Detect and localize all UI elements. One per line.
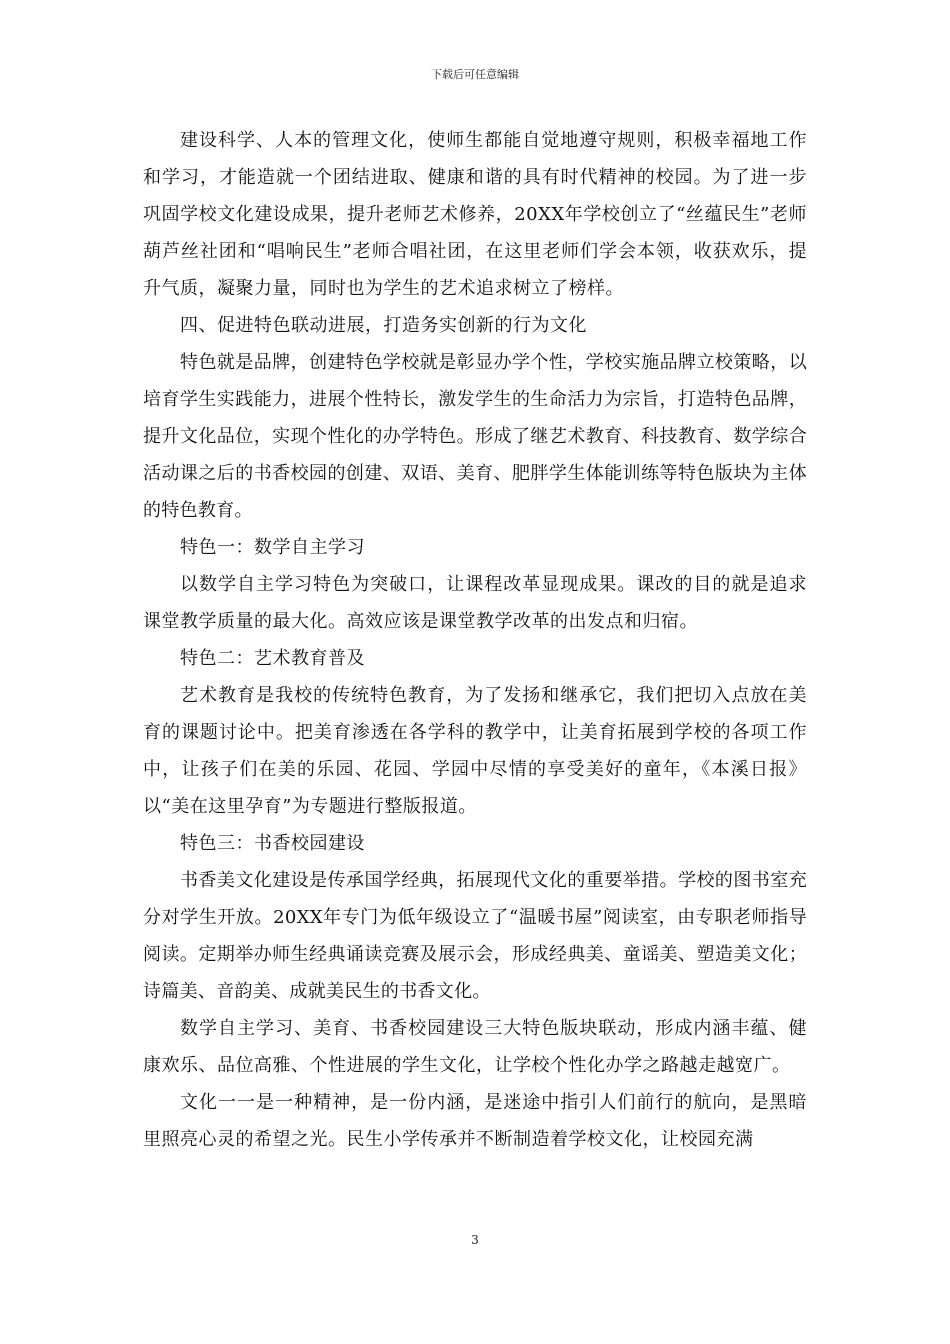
feature-two-heading: 特色二：艺术教育普及 <box>180 648 365 669</box>
paragraph-feature-three: 书香美文化建设是传承国学经典，拓展现代文化的重要举措。学校的图书室充分对学生开放。20XX年专门为低年级设立了“温暖书屋”阅读室，由专职老师指导阅读。定期举办师生经典诵读竞赛及展示会，形成经典美、童谣美、塑造美文化；诗篇美、音韵美、成就美民生的书香文化。 <box>143 870 807 1002</box>
document-body <box>143 122 807 1158</box>
paragraph-feature-one: 以数学自主学习特色为突破口，让课程改革显现成果。课改的目的就是追求课堂教学质量的最大化。高效应该是课堂教学改革的出发点和归宿。 <box>143 574 807 632</box>
section-heading-four: 四、促进特色联动进展，打造务实创新的行为文化 <box>180 315 587 336</box>
paragraph-feature-two: 艺术教育是我校的传统特色教育，为了发扬和继承它，我们把切入点放在美育的课题讨论中。把美育渗透在各学科的教学中，让美育拓展到学校的各项工作中，让孩子们在美的乐园、花园、学园中尽情的享受美好的童年，《本溪日报》以“美在这里孕育”为专题进行整版报道。 <box>143 685 807 817</box>
paragraph-culture-spirit: 文化一一是一种精神，是一份内涵，是迷途中指引人们前行的航向，是黑暗里照亮心灵的希望之光。民生小学传承并不断制造着学校文化，让校园充满 <box>143 1092 807 1150</box>
paragraph-feature-brand: 特色就是品牌，创建特色学校就是彰显办学个性，学校实施品牌立校策略，以培育学生实践能力，进展个性特长，激发学生的生命活力为宗旨，打造特色品牌，提升文化品位，实现个性化的办学特色。形成了继艺术教育、科技教育、数学综合活动课之后的书香校园的创建、双语、美育、肥胖学生体能训练等特色版块为主体的特色教育。 <box>143 352 807 521</box>
paragraph-three-features-summary: 数学自主学习、美育、书香校园建设三大特色版块联动，形成内涵丰蕴、健康欢乐、品位高雅、个性进展的学生文化，让学校个性化办学之路越走越宽广。 <box>143 1018 807 1076</box>
feature-three-heading: 特色三：书香校园建设 <box>180 833 365 854</box>
feature-one-heading: 特色一：数学自主学习 <box>180 537 365 558</box>
page-number: 3 <box>471 1233 479 1247</box>
paragraph-management-culture: 建设科学、人本的管理文化，使师生都能自觉地遵守规则，积极幸福地工作和学习，才能造就一个团结进取、健康和谐的具有时代精神的校园。为了进一步巩固学校文化建设成果，提升老师艺术修养，20XX年学校创立了“丝蕴民生”老师葫芦丝社团和“唱响民生”老师合唱社团，在这里老师们学会本领，收获欢乐，提升气质，凝聚力量，同时也为学生的艺术追求树立了榜样。 <box>143 130 807 299</box>
page-header-note: 下载后可任意编辑 <box>431 68 519 81</box>
